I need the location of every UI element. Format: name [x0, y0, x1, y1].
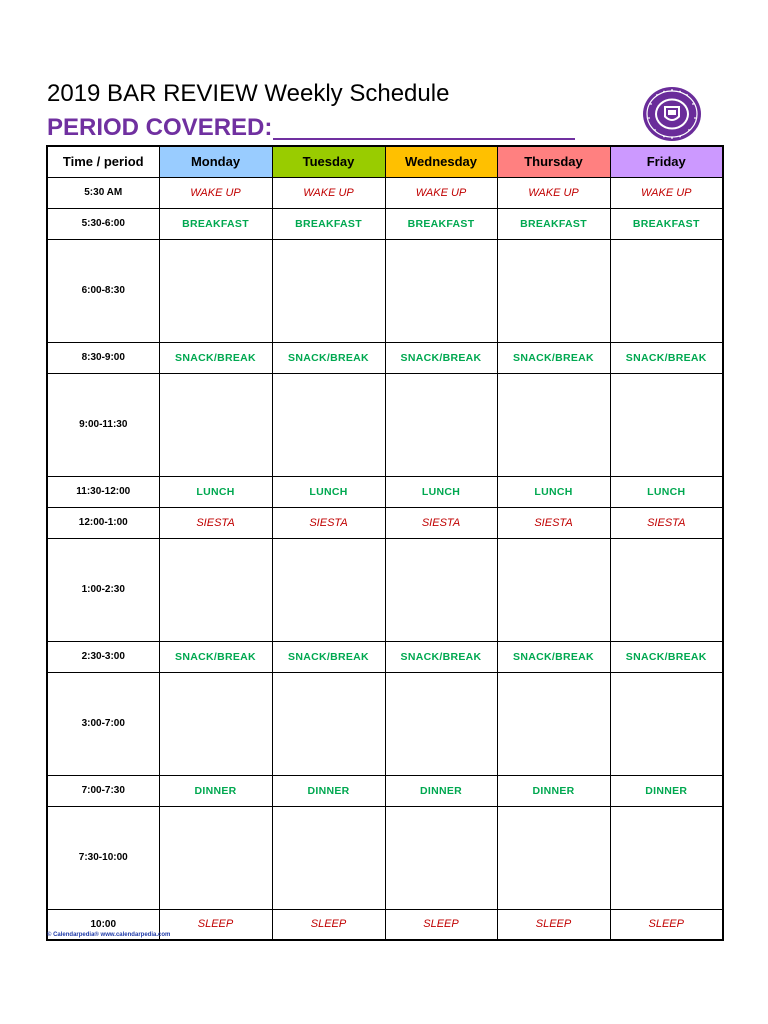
- time-slot-label: 9:00-11:30: [47, 373, 159, 476]
- schedule-cell-thursday: SLEEP: [497, 909, 610, 940]
- time-slot-label: 10:00: [47, 909, 159, 940]
- schedule-cell-tuesday: SLEEP: [272, 909, 385, 940]
- schedule-row: [47, 177, 723, 208]
- schedule-cell-wednesday[interactable]: [385, 672, 497, 775]
- schedule-cell-monday: SNACK/BREAK: [159, 641, 272, 672]
- schedule-cell-thursday[interactable]: [497, 239, 610, 342]
- schedule-cell-monday: LUNCH: [159, 476, 272, 507]
- day-header-monday: Monday: [159, 146, 272, 177]
- schedule-cell-monday: BREAKFAST: [159, 208, 272, 239]
- schedule-cell-thursday[interactable]: [497, 672, 610, 775]
- schedule-row: [47, 507, 723, 538]
- schedule-cell-tuesday[interactable]: [272, 373, 385, 476]
- schedule-cell-friday[interactable]: [610, 373, 723, 476]
- schedule-cell-thursday: SNACK/BREAK: [497, 641, 610, 672]
- schedule-cell-monday[interactable]: [159, 239, 272, 342]
- time-slot-label: 11:30-12:00: [47, 476, 159, 507]
- schedule-cell-thursday: LUNCH: [497, 476, 610, 507]
- schedule-cell-thursday: SIESTA: [497, 507, 610, 538]
- schedule-row: [47, 373, 723, 476]
- schedule-cell-friday[interactable]: [610, 672, 723, 775]
- time-slot-label: 6:00-8:30: [47, 239, 159, 342]
- schedule-cell-wednesday: SNACK/BREAK: [385, 342, 497, 373]
- schedule-cell-monday[interactable]: [159, 538, 272, 641]
- schedule-cell-tuesday[interactable]: [272, 672, 385, 775]
- period-covered-blank-line[interactable]: [273, 138, 575, 140]
- schedule-cell-friday: SNACK/BREAK: [610, 342, 723, 373]
- schedule-cell-friday: SLEEP: [610, 909, 723, 940]
- schedule-cell-thursday: SNACK/BREAK: [497, 342, 610, 373]
- schedule-cell-tuesday[interactable]: [272, 538, 385, 641]
- schedule-cell-friday: WAKE UP: [610, 177, 723, 208]
- schedule-row: [47, 239, 723, 342]
- schedule-cell-thursday[interactable]: [497, 373, 610, 476]
- schedule-cell-tuesday: DINNER: [272, 775, 385, 806]
- schedule-row: [47, 775, 723, 806]
- time-slot-label: 5:30 AM: [47, 177, 159, 208]
- time-period-header: Time / period: [47, 146, 159, 177]
- schedule-cell-tuesday: SIESTA: [272, 507, 385, 538]
- schedule-cell-wednesday[interactable]: [385, 538, 497, 641]
- schedule-cell-friday[interactable]: [610, 538, 723, 641]
- schedule-cell-friday: DINNER: [610, 775, 723, 806]
- schedule-cell-thursday: WAKE UP: [497, 177, 610, 208]
- schedule-cell-wednesday: SNACK/BREAK: [385, 641, 497, 672]
- schedule-cell-wednesday: WAKE UP: [385, 177, 497, 208]
- period-covered-label: PERIOD COVERED:: [47, 114, 273, 141]
- schedule-cell-wednesday[interactable]: [385, 239, 497, 342]
- schedule-cell-wednesday: LUNCH: [385, 476, 497, 507]
- schedule-cell-tuesday: WAKE UP: [272, 177, 385, 208]
- time-slot-label: 5:30-6:00: [47, 208, 159, 239]
- schedule-cell-friday: BREAKFAST: [610, 208, 723, 239]
- schedule-cell-monday[interactable]: [159, 806, 272, 909]
- schedule-cell-friday: SIESTA: [610, 507, 723, 538]
- day-header-thursday: Thursday: [497, 146, 610, 177]
- schedule-cell-monday: WAKE UP: [159, 177, 272, 208]
- schedule-cell-thursday: BREAKFAST: [497, 208, 610, 239]
- time-slot-label: 7:30-10:00: [47, 806, 159, 909]
- schedule-cell-wednesday: SLEEP: [385, 909, 497, 940]
- schedule-cell-monday: SNACK/BREAK: [159, 342, 272, 373]
- weekly-schedule-table: [46, 145, 724, 941]
- page-title: 2019 BAR REVIEW Weekly Schedule: [47, 80, 450, 107]
- time-slot-label: 3:00-7:00: [47, 672, 159, 775]
- schedule-cell-monday: DINNER: [159, 775, 272, 806]
- schedule-cell-wednesday: DINNER: [385, 775, 497, 806]
- schedule-cell-thursday: DINNER: [497, 775, 610, 806]
- footer-credit: © Calendarpedia® www.calendarpedia.com: [47, 932, 171, 938]
- schedule-cell-tuesday: LUNCH: [272, 476, 385, 507]
- schedule-row: [47, 641, 723, 672]
- time-slot-label: 8:30-9:00: [47, 342, 159, 373]
- day-header-wednesday: Wednesday: [385, 146, 497, 177]
- schedule-cell-tuesday[interactable]: [272, 239, 385, 342]
- schedule-cell-friday[interactable]: [610, 239, 723, 342]
- schedule-row: [47, 538, 723, 641]
- schedule-cell-wednesday: SIESTA: [385, 507, 497, 538]
- schedule-row: [47, 476, 723, 507]
- schedule-cell-monday: SLEEP: [159, 909, 272, 940]
- header-row: [47, 146, 723, 177]
- day-header-friday: Friday: [610, 146, 723, 177]
- schedule-cell-tuesday: SNACK/BREAK: [272, 342, 385, 373]
- schedule-cell-tuesday: BREAKFAST: [272, 208, 385, 239]
- time-slot-label: 7:00-7:30: [47, 775, 159, 806]
- schedule-cell-monday[interactable]: [159, 373, 272, 476]
- schedule-cell-wednesday[interactable]: [385, 373, 497, 476]
- schedule-cell-thursday[interactable]: [497, 806, 610, 909]
- schedule-cell-friday: LUNCH: [610, 476, 723, 507]
- university-seal-icon: [642, 86, 702, 142]
- schedule-row: [47, 208, 723, 239]
- time-slot-label: 2:30-3:00: [47, 641, 159, 672]
- schedule-cell-tuesday[interactable]: [272, 806, 385, 909]
- schedule-cell-friday: SNACK/BREAK: [610, 641, 723, 672]
- time-slot-label: 1:00-2:30: [47, 538, 159, 641]
- day-header-tuesday: Tuesday: [272, 146, 385, 177]
- schedule-cell-tuesday: SNACK/BREAK: [272, 641, 385, 672]
- schedule-cell-friday[interactable]: [610, 806, 723, 909]
- time-slot-label: 12:00-1:00: [47, 507, 159, 538]
- schedule-cell-thursday[interactable]: [497, 538, 610, 641]
- schedule-cell-monday[interactable]: [159, 672, 272, 775]
- schedule-row: [47, 672, 723, 775]
- schedule-row: [47, 342, 723, 373]
- schedule-cell-wednesday: BREAKFAST: [385, 208, 497, 239]
- schedule-row: [47, 806, 723, 909]
- schedule-cell-wednesday[interactable]: [385, 806, 497, 909]
- schedule-cell-monday: SIESTA: [159, 507, 272, 538]
